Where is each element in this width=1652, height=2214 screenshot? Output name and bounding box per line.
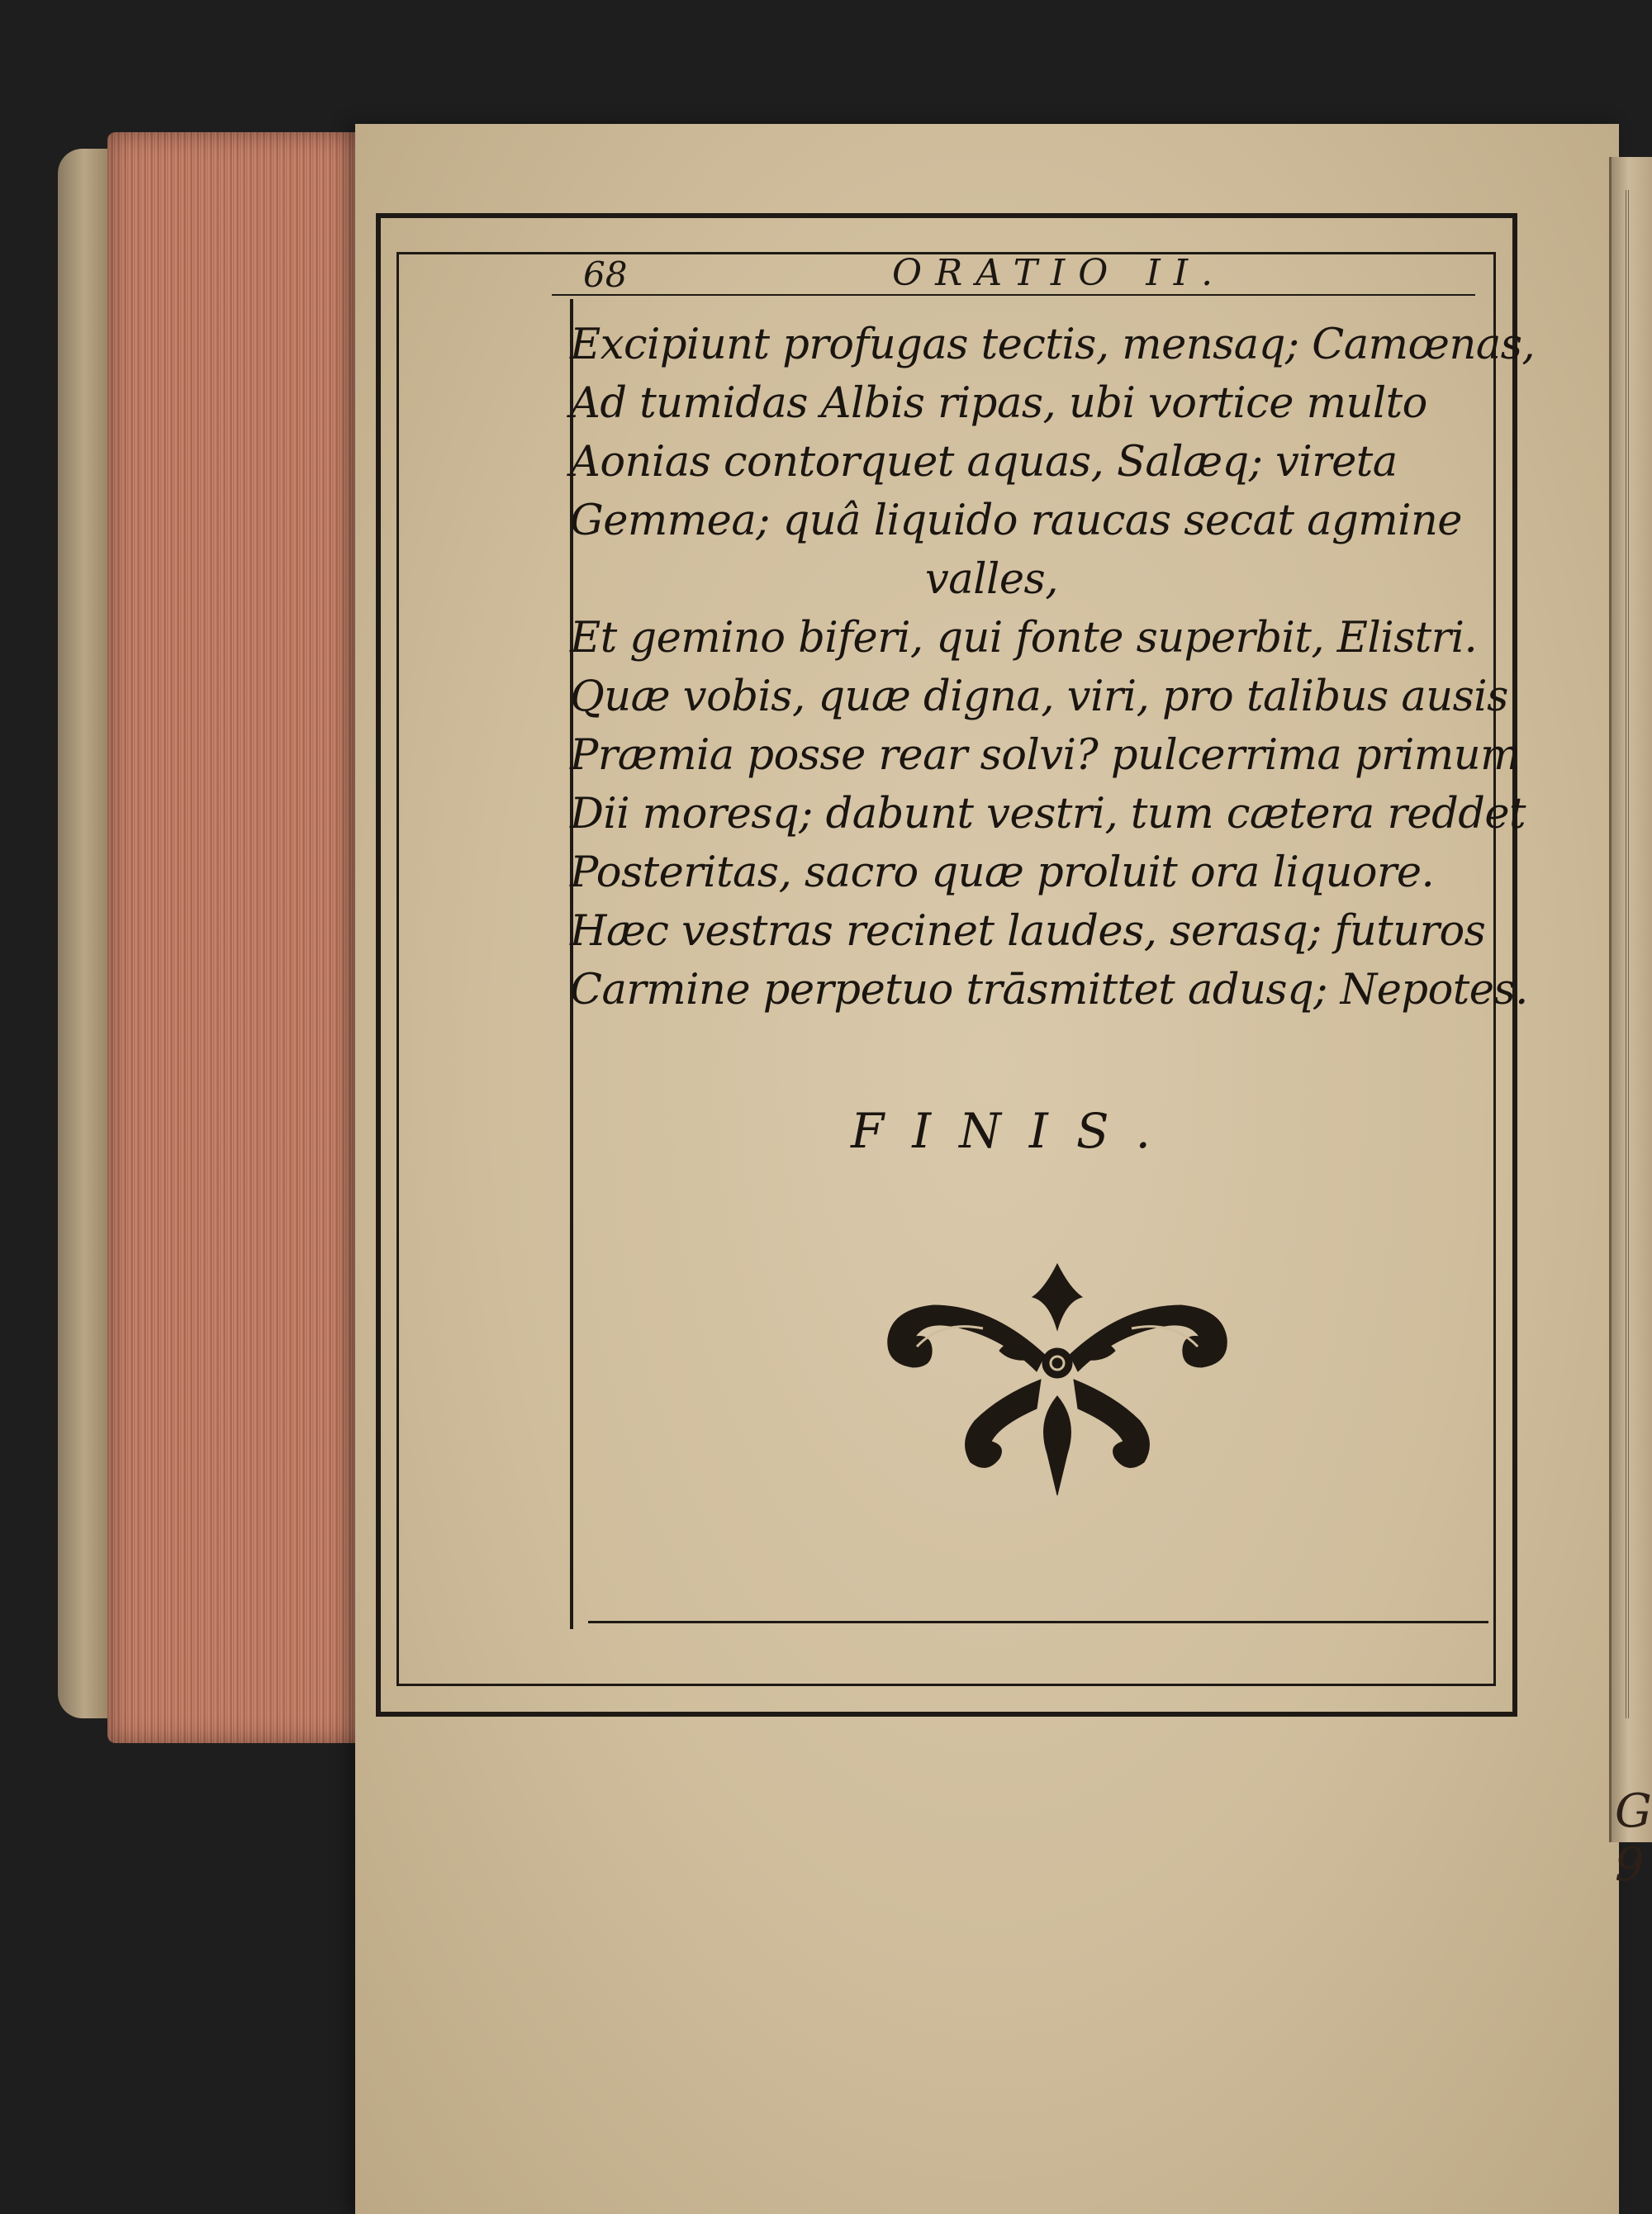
page-number: 68 <box>583 254 628 295</box>
tailpiece-ornament-icon <box>867 1256 1247 1504</box>
running-head: ORATIO II. <box>892 252 1227 294</box>
verse-line: Præmia posse rear solvi? pulcerrima primum <box>570 731 1520 780</box>
page-edge-marks <box>116 347 149 1586</box>
header-rule <box>552 294 1475 296</box>
bottom-rule <box>588 1621 1488 1623</box>
verse-line: Quæ vobis, quæ digna, viri, pro talibus ausis <box>570 672 1508 721</box>
verse-line: Ad tumidas Albis ripas, ubi vortice multo <box>570 379 1427 428</box>
verse-block <box>570 316 1536 1019</box>
verse-line: Posteritas, sacro quæ proluit ora liquore. <box>570 848 1435 897</box>
verse-line: Carmine perpetuo trāsmittet adusq; Nepotes. <box>570 966 1528 1014</box>
verse-line: Dii moresq; dabunt vestri, tum cætera reddet <box>570 790 1526 839</box>
verse-line: Et gemino biferi, qui fonte superbit, Elistri. <box>570 614 1478 663</box>
verse-line: Aonias contorquet aquas, Salæq; vireta <box>570 438 1398 487</box>
facing-page-border <box>1626 190 1647 1718</box>
finis-heading: FINIS. <box>851 1103 1179 1159</box>
verse-line: Gemmea; quâ liquido raucas secat agmine <box>570 496 1462 545</box>
verse-line-turnover: valles, <box>925 555 1058 604</box>
signature-mark: G 9 <box>1615 1784 1652 1892</box>
verse-line: Excipiunt profugas tectis, mensaq; Camœnas, <box>570 321 1536 369</box>
verse-line: Hæc vestras recinet laudes, serasq; futuros <box>570 907 1486 956</box>
